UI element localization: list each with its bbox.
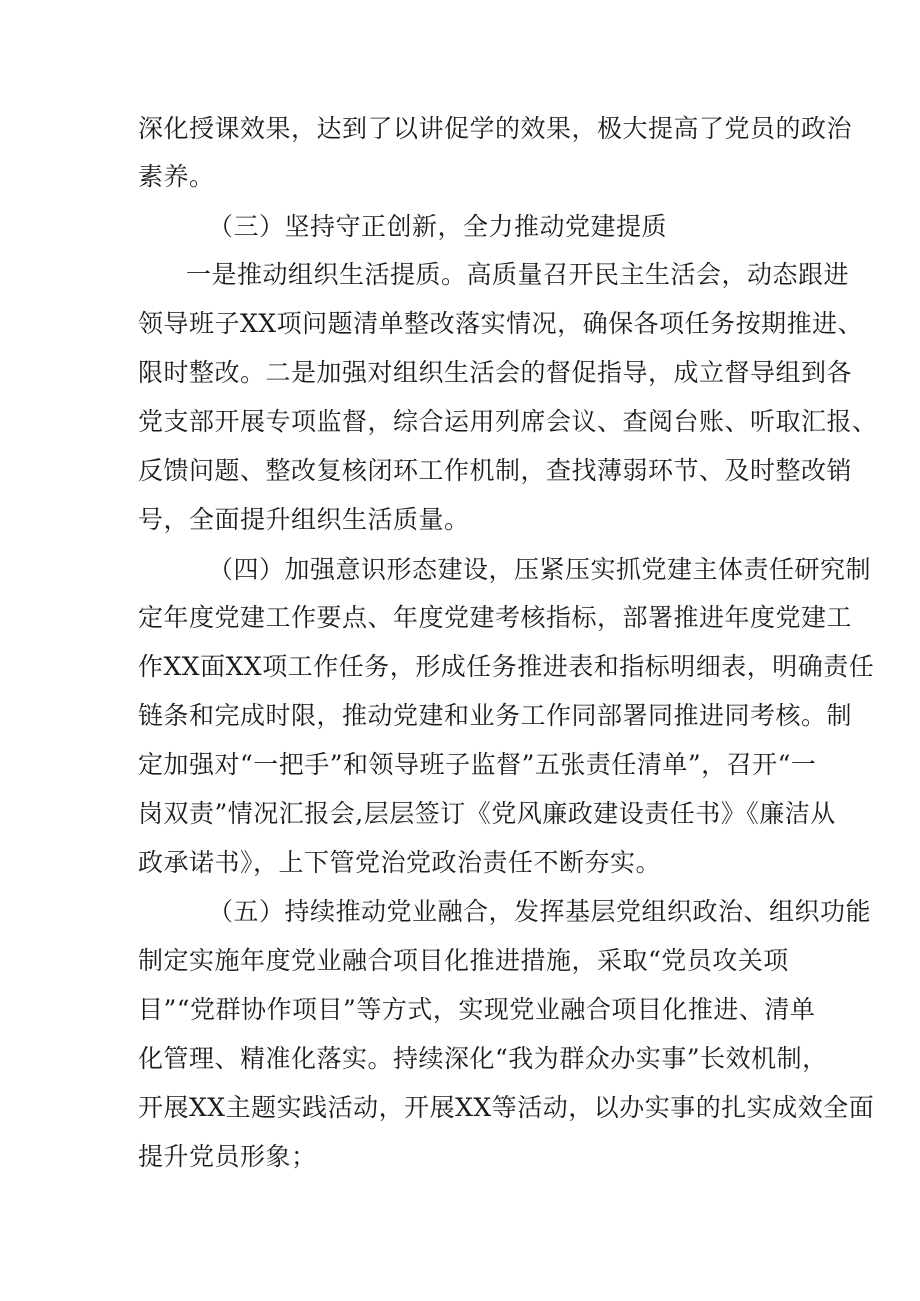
paragraph-line: 一是推动组织生活提质。高质量召开民主生活会，动态跟进 [186, 260, 850, 289]
paragraph-line: 定年度党建工作要点、年度党建考核指标，部署推进年度党建工 [138, 603, 853, 632]
section-heading-3: （三）坚持守正创新，全力推动党建提质 [208, 212, 668, 241]
paragraph-line: 岗双责”情况汇报会,层层签订《党风廉政建设责任书》《廉洁从 [138, 799, 836, 828]
paragraph-line: 化管理、精准化落实。持续深化“我为群众办实事”长效机制， [138, 1044, 828, 1073]
paragraph-line: 领导班子XX项问题清单整改落实情况，确保各项任务按期推进、 [138, 309, 864, 338]
paragraph-line: 目”“党群协作项目”等方式，实现党业融合项目化推进、清单 [138, 995, 816, 1024]
paragraph-line: 党支部开展专项监督，综合运用列席会议、查阅台账、听取汇报、 [138, 407, 878, 436]
paragraph-line: 提升党员形象； [138, 1142, 317, 1171]
paragraph-line: 定加强对“一把手”和领导班子监督”五张责任清单”，召开“一 [138, 750, 817, 779]
paragraph-line: 作XX面XX项工作任务，形成任务推进表和指标明细表，明确责任 [138, 652, 875, 681]
paragraph-line: 深化授课效果，达到了以讲促学的效果，极大提高了党员的政治 [138, 114, 853, 143]
paragraph-line: 政承诺书》，上下管党治党政治责任不断夯实。 [138, 848, 662, 877]
section-heading-5: （五）持续推动党业融合，发挥基层党组织政治、组织功能 [208, 897, 872, 926]
paragraph-line: 号，全面提升组织生活质量。 [138, 505, 470, 534]
paragraph-line: 限时整改。二是加强对组织生活会的督促指导，成立督导组到各 [138, 358, 853, 387]
paragraph-line: 反馈问题、整改复核闭环工作机制，查找薄弱环节、及时整改销 [138, 456, 853, 485]
paragraph-line: 开展XX主题实践活动，开展XX等活动，以办实事的扎实成效全面 [138, 1093, 875, 1122]
paragraph-line: 链条和完成时限，推动党建和业务工作同部署同推进同考核。制 [138, 701, 853, 730]
section-heading-4: （四）加强意识形态建设，压紧压实抓党建主体责任研究制 [208, 555, 872, 584]
paragraph-line: 素养。 [138, 162, 215, 191]
paragraph-line: 制定实施年度党业融合项目化推进措施，采取“党员攻关项 [138, 946, 789, 975]
